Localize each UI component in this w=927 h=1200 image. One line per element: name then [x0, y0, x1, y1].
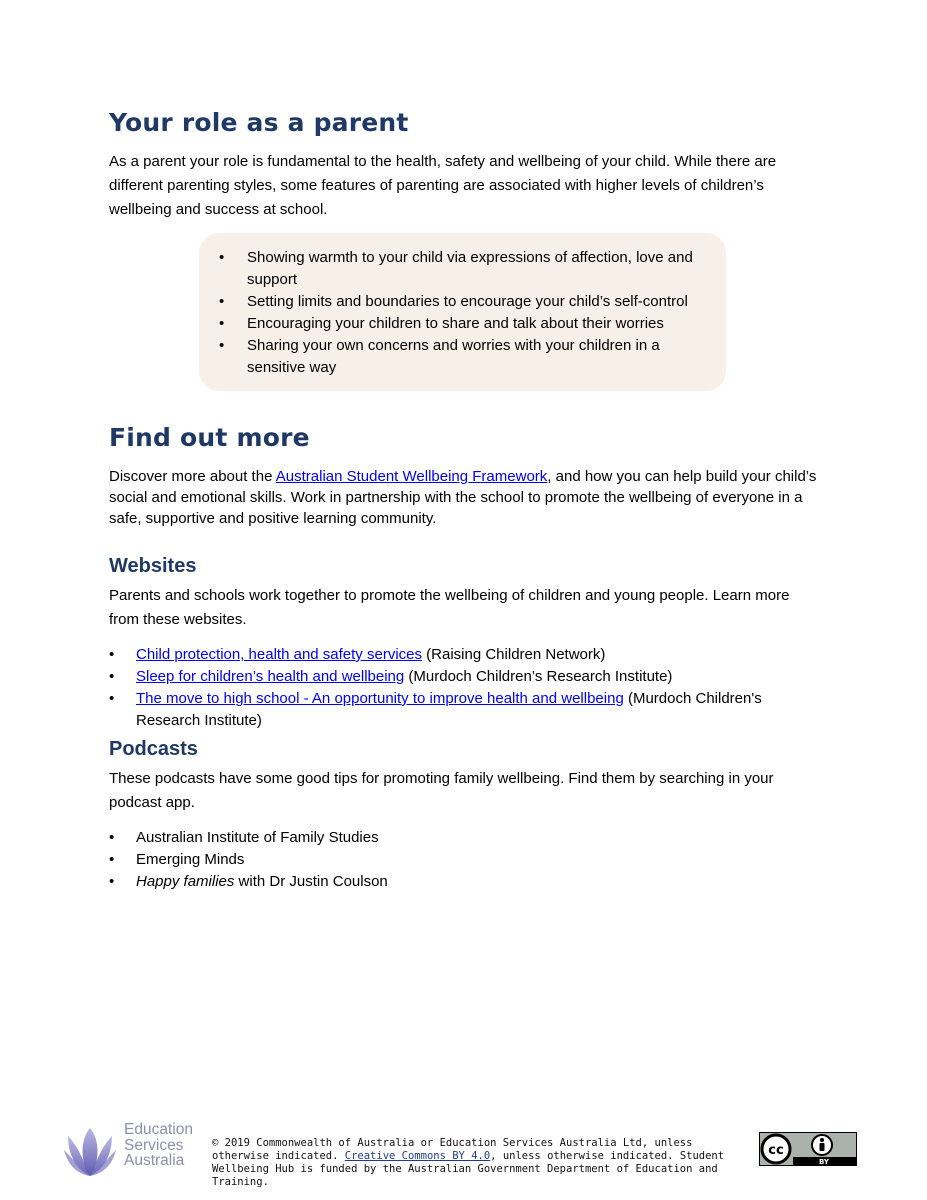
bullet-icon: •: [109, 668, 115, 685]
lotus-icon: [62, 1122, 120, 1180]
bullet-icon: •: [109, 851, 115, 868]
bullet-icon: •: [109, 646, 115, 663]
podcasts-intro-paragraph: These podcasts have some good tips for promoting family wellbeing. Find them by searching in your podcast app.: [109, 770, 774, 811]
bullet-icon: •: [109, 690, 115, 707]
list-item: • Showing warmth to your child via expressions of affection, love and support: [219, 249, 693, 288]
websites-intro-paragraph: Parents and schools work together to promote the wellbeing of children and young people. Learn more from these websites.: [109, 587, 790, 628]
bullet-icon: •: [219, 249, 225, 266]
bullet-icon: •: [109, 829, 115, 846]
bullet-icon: •: [219, 337, 225, 354]
wellbeing-framework-link[interactable]: Australian Student Wellbeing Framework: [275, 468, 548, 485]
creative-commons-link[interactable]: Creative Commons BY 4.0: [344, 1150, 491, 1162]
list-item: • The move to high school - An opportunity to improve health and wellbeing (Murdoch Children's Research Institute): [109, 690, 762, 729]
find-out-more-paragraph: Discover more about the Australian Student Wellbeing Framework, and how you can help build your child’s social and emotional skills. Work in partnership with the school to promote the wellbeing of everyone in a safe, supportive and positive learning community.: [109, 468, 817, 527]
svg-text:BY: BY: [818, 1158, 830, 1166]
list-item: • Australian Institute of Family Studies: [109, 827, 829, 849]
heading-role-as-parent: Your role as a parent: [109, 108, 409, 137]
list-item: • Sharing your own concerns and worries with your children in a sensitive way: [219, 337, 660, 376]
esa-logo-text: Education Services Australia: [124, 1121, 193, 1169]
list-item: • Child protection, health and safety services (Raising Children Network): [109, 644, 829, 666]
copyright-notice: © 2019 Commonwealth of Australia or Education Services Australia Ltd, unless otherwise indicated. Creative Commons BY 4.0, unless otherwise indicated. Student Wellbeing Hub is funded by the Australian Government Department of Education and Training.: [212, 1137, 725, 1188]
bullet-icon: •: [219, 315, 225, 332]
list-item: • Emerging Minds: [109, 849, 829, 871]
list-item: • Sleep for children’s health and wellbeing (Murdoch Children’s Research Institute): [109, 666, 829, 688]
cc-by-icon: [759, 1132, 857, 1166]
heading-find-out-more: Find out more: [109, 423, 310, 452]
sleep-health-link[interactable]: Sleep for children’s health and wellbeing: [136, 668, 405, 685]
list-item: • Setting limits and boundaries to encourage your child’s self-control: [219, 291, 714, 313]
child-protection-link[interactable]: Child protection, health and safety services: [136, 646, 422, 663]
list-item: • Encouraging your children to share and talk about their worries: [219, 313, 714, 335]
high-school-move-link[interactable]: The move to high school - An opportunity to improve health and wellbeing: [136, 690, 624, 707]
heading-websites: Websites: [109, 555, 197, 577]
bullet-icon: •: [219, 293, 225, 310]
list-item: • Happy families with Dr Justin Coulson: [109, 871, 829, 893]
svg-text:cc: cc: [768, 1143, 784, 1158]
cc-by-license-badge: [759, 1132, 857, 1166]
podcasts-list: [109, 827, 829, 893]
parenting-tips-list: [219, 247, 714, 379]
heading-podcasts: Podcasts: [109, 738, 198, 760]
role-intro-paragraph: As a parent your role is fundamental to the health, safety and wellbeing of your child. While there are different parenting styles, some features of parenting are associated with higher levels of children’s wellbeing and success at school.: [109, 153, 777, 218]
esa-logo: [62, 1122, 202, 1180]
bullet-icon: •: [109, 873, 115, 890]
websites-list: [109, 644, 829, 732]
parenting-tips-callout: [199, 233, 726, 391]
